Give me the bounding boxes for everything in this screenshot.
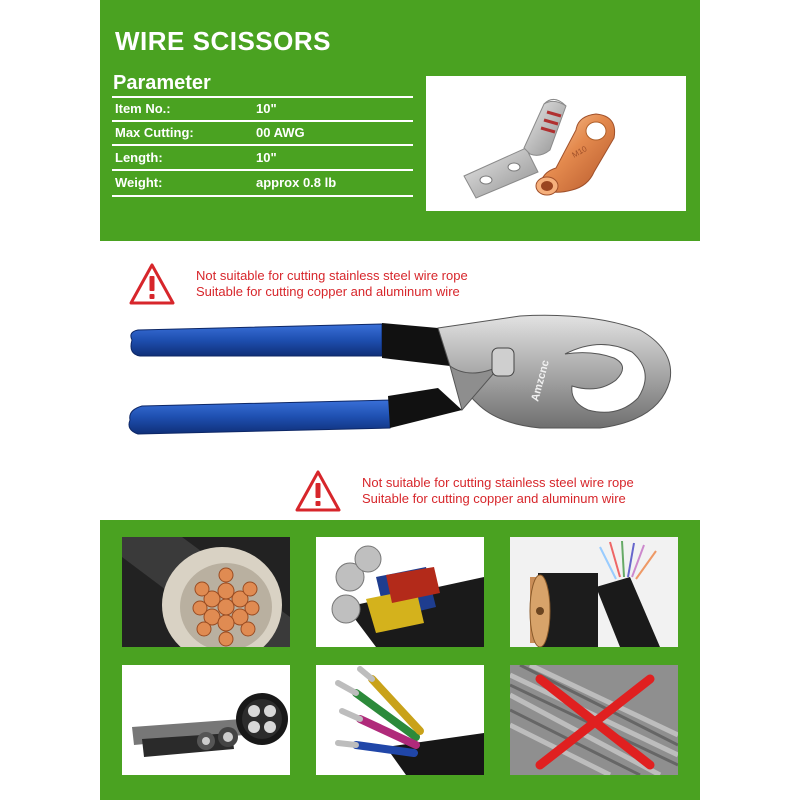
warning-triangle-icon [128,262,176,306]
copper-cable-photo [122,537,290,647]
cable-lug-photo [426,76,686,211]
brand-mark: Amzcnc [529,358,552,403]
application-gallery [100,520,700,800]
parameter-value: 10" [256,150,277,165]
cable-cutter-illustration [120,310,680,450]
warning-notice-top [128,268,628,302]
parameter-row-max-cutting [112,122,413,142]
parameter-key: Item No.: [115,101,171,116]
lug-marking: M10 [570,144,589,160]
upper-handle [131,324,382,356]
cable-lug-illustration [426,76,686,211]
parameter-key: Weight: [115,175,163,190]
multicore-power-cable-photo [316,537,484,647]
lower-handle-sleeve [388,388,462,428]
parameter-row-length [112,147,413,167]
warning-line-not-suitable: Not suitable for cutting stainless steel wire rope [196,268,468,283]
cable-spool-photo [510,537,678,647]
warning-line-not-suitable: Not suitable for cutting stainless steel wire rope [362,475,634,490]
warning-line-suitable: Suitable for cutting copper and aluminum wire [362,491,626,506]
parameter-value: 10" [256,101,277,116]
warning-notice-bottom [294,475,794,509]
parameter-heading: Parameter [113,72,211,94]
sheathed-cables-photo [122,665,290,775]
lower-handle [129,400,394,434]
parameter-value: approx 0.8 lb [256,175,337,190]
parameter-divider [112,169,413,171]
parameter-divider [112,144,413,146]
product-title: WIRE SCISSORS [115,26,331,56]
pivot-bolt [492,348,514,376]
parameter-divider [112,195,413,197]
steel-wire-rope-not-suitable-photo [510,665,678,775]
warning-line-suitable: Suitable for cutting copper and aluminum wire [196,284,460,299]
warning-triangle-icon [294,469,342,513]
stripped-wires-photo [316,665,484,775]
parameter-row-weight [112,172,413,192]
parameter-row-item-no [112,98,413,118]
parameter-panel [100,0,700,241]
parameter-key: Max Cutting: [115,125,194,140]
parameter-value: 00 AWG [256,125,305,140]
parameter-key: Length: [115,150,163,165]
